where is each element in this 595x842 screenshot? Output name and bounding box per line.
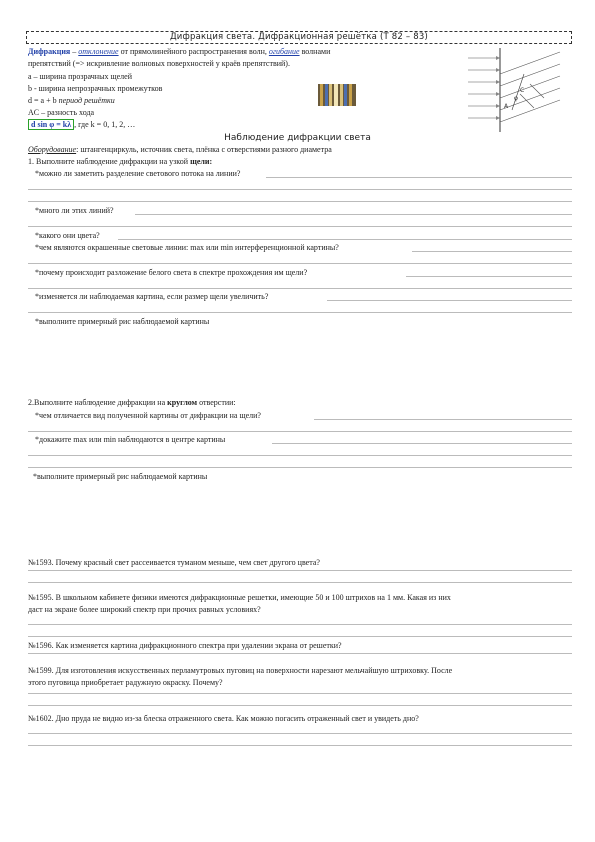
answer-line-q9-3[interactable] <box>28 467 572 468</box>
task-2-suffix: отверстии: <box>197 398 236 407</box>
legend-b: b - ширина непрозрачных промежутков <box>28 84 163 93</box>
task-2 <box>28 398 236 408</box>
task-1-bold: щели: <box>190 157 213 166</box>
task-1-prefix: 1. Выполните наблюдение дифракции на узкой <box>28 157 191 166</box>
answer-line-1599-1[interactable] <box>28 693 572 694</box>
answer-line-q4[interactable] <box>412 251 572 252</box>
legend-a: a – ширина прозрачных щелей <box>28 72 132 81</box>
answer-line-q5-2[interactable] <box>28 288 572 289</box>
legend-ac: AC – разность хода <box>28 108 95 117</box>
answer-line-q9-2[interactable] <box>28 455 572 456</box>
grating-formula: d sin φ = kλ <box>28 119 74 130</box>
answer-line-q3[interactable] <box>118 239 572 240</box>
formula-tail: , где k = 0, 1, 2, … <box>74 120 136 129</box>
answer-line-1595-1[interactable] <box>28 624 572 625</box>
problem-1596: №1596. Как изменяется картина дифракционного спектра при удалении экрана от решетки? <box>28 641 342 650</box>
diffraction-stripes-image <box>318 84 356 106</box>
answer-line-q8[interactable] <box>314 419 572 420</box>
definition-mid-2: волнами <box>301 47 331 56</box>
legend-d-formula: d = a + b <box>28 96 57 105</box>
task-2-bold: круглом <box>167 398 198 407</box>
answer-line-1596-1[interactable] <box>28 653 572 654</box>
diagram-label-a: A <box>504 103 509 110</box>
definition-line-1 <box>28 47 458 57</box>
task-1 <box>28 157 212 167</box>
definition-term: Дифракция <box>28 47 71 56</box>
answer-line-q8-2[interactable] <box>28 431 572 432</box>
equipment-line <box>28 145 332 155</box>
task-2-prefix: 2.Выполните наблюдение дифракции на <box>28 398 168 407</box>
problem-1602: №1602. Дно пруда не видно из-за блеска отраженного света. Как можно погасить отраженный свет и увидеть дно? <box>28 714 419 723</box>
question-7: *выполните примерный рис наблюдаемой картины <box>35 317 210 326</box>
answer-line-1602-2[interactable] <box>28 745 572 746</box>
answer-line-q1[interactable] <box>266 177 572 178</box>
definition-mid-1: от прямолинейного распространения волн, <box>120 47 267 56</box>
answer-line-1593-2[interactable] <box>28 582 572 583</box>
diagram-label-phi: φ <box>514 95 518 102</box>
answer-line-q9[interactable] <box>272 443 572 444</box>
answer-line-q4-2[interactable] <box>28 263 572 264</box>
diagram-label-c: C <box>520 87 525 94</box>
answer-line-q6-2[interactable] <box>28 312 572 313</box>
diagram-grid <box>468 48 560 132</box>
question-10: *выполните примерный рис наблюдаемой картины <box>33 472 208 481</box>
legend-d <box>28 96 115 106</box>
problem-1595-line-2: даст на экране более широкий спектр при прочих равных условиях? <box>28 605 261 614</box>
definition-word-deviation: отклонение <box>78 47 119 56</box>
observation-heading: Наблюдение дифракции света <box>224 133 371 143</box>
answer-line-q5[interactable] <box>406 276 572 277</box>
answer-line-1595-2[interactable] <box>28 636 572 637</box>
question-2: *много ли этих линий? <box>35 206 114 215</box>
equipment-label: Оборудование <box>28 145 77 154</box>
question-6: *изменяется ли наблюдаемая картина, если размер щели увеличить? <box>35 292 269 301</box>
question-8: *чем отличается вид полученной картины от дифракции на щели? <box>35 411 261 420</box>
equipment-text: : штангенциркуль, источник света, плёнка с отверстиями разного диаметра <box>76 145 332 154</box>
definition-dash: – <box>72 47 77 56</box>
legend-d-italic: период решётки <box>58 96 115 105</box>
answer-line-1602-1[interactable] <box>28 733 572 734</box>
question-1: *можно ли заметить разделение светового потока на линии? <box>35 169 241 178</box>
answer-line-q1-3[interactable] <box>28 201 572 202</box>
question-3: *какого они цвета? <box>35 231 100 240</box>
answer-line-q2-2[interactable] <box>28 226 572 227</box>
definition-line-2: препятствий (=> искривление волновых поверхностей у краёв препятствий). <box>28 59 290 68</box>
definition-word-bending: огибание <box>268 47 300 56</box>
answer-line-q2[interactable] <box>135 214 572 215</box>
legend-formula <box>28 120 135 130</box>
question-4: *чем являются окрашенные световые линии: max или min интерференционной картины? <box>35 243 339 252</box>
problem-1599-line-1: №1599. Для изготовления искусственных перламутровых пуговиц на поверхности нарезают мельчайшую штриховку. После <box>28 666 453 675</box>
grating-diagram <box>460 44 572 136</box>
answer-line-q1-2[interactable] <box>28 189 572 190</box>
diagram-arrows <box>496 56 500 120</box>
problem-1593: №1593. Почему красный свет рассеивается туманом меньше, чем свет другого цвета? <box>28 558 320 567</box>
answer-line-1593-1[interactable] <box>28 570 572 571</box>
question-5: *почему происходит разложение белого света в спектре прохождения им щели? <box>35 268 308 277</box>
answer-line-1599-2[interactable] <box>28 705 572 706</box>
problem-1599-line-2: этого пуговица приобретает радужную окраску. Почему? <box>28 678 223 687</box>
problem-1595-line-1: №1595. В школьном кабинете физики имеются дифракционные решетки, имеющие 50 и 100 штрихов на 1 мм. Какая из них <box>28 593 451 602</box>
question-9: *докажите max или min наблюдаются в центре картины <box>35 435 226 444</box>
answer-line-q6[interactable] <box>327 300 572 301</box>
page-title: Дифракция света. Дифракционная решётка (Т 82 – 83) <box>26 31 572 44</box>
